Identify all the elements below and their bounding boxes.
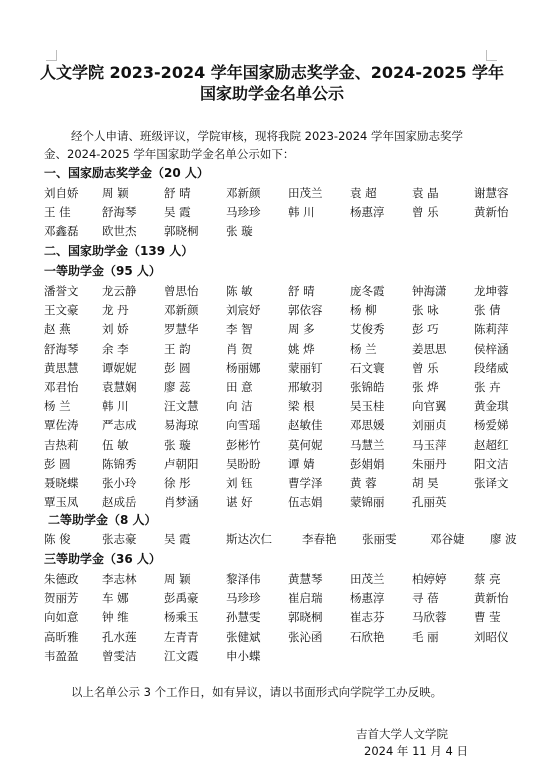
- student-name: 王 韵: [164, 341, 191, 356]
- student-name: 余 李: [102, 341, 129, 356]
- student-name: 覃佐涛: [44, 418, 79, 433]
- student-name: 吉热莉: [44, 437, 79, 452]
- margin-corner-mark: [46, 50, 57, 61]
- student-name: 杨丽娜: [226, 360, 261, 375]
- student-name: 庞冬霞: [350, 284, 385, 298]
- issuing-organization: 吉首大学人文学院: [356, 727, 448, 741]
- student-name: 王文豪: [44, 303, 79, 318]
- name-row: [44, 359, 509, 377]
- section-label: 一等助学金: [44, 264, 105, 278]
- name-row: [44, 416, 509, 434]
- name-row: [44, 301, 504, 319]
- name-row: [44, 282, 509, 300]
- student-name: 杨 柳: [350, 303, 377, 318]
- student-name: 王 佳: [44, 205, 71, 220]
- student-name: 钟 维: [102, 610, 129, 625]
- student-name: 彭彬竹: [226, 437, 261, 452]
- student-name: 张 咏: [412, 303, 439, 318]
- student-name: 曹学泽: [288, 476, 323, 490]
- student-name: 谌 好: [226, 495, 253, 510]
- name-row: [44, 628, 509, 646]
- student-name: 龙 丹: [102, 303, 129, 318]
- student-name: 谭 婧: [288, 456, 315, 471]
- name-row: [44, 222, 504, 240]
- name-row: [44, 608, 504, 626]
- student-name: 陈莉萍: [474, 322, 509, 337]
- student-name: 袁 晶: [412, 186, 439, 200]
- student-name: 刘 娇: [102, 322, 129, 337]
- student-name: 莫何妮: [288, 437, 323, 452]
- student-name: 罗慧华: [164, 322, 199, 337]
- student-name: 杨乘玉: [164, 610, 199, 625]
- student-name: 寻 蓓: [412, 591, 439, 606]
- student-name: 黄新怡: [474, 591, 509, 606]
- student-name: 黄新怡: [474, 205, 509, 220]
- student-name: 韦盈盈: [44, 648, 79, 663]
- student-name: 张译文: [474, 476, 509, 490]
- document-title-line-1: 人文学院 2023-2024 学年国家励志奖学金、2024-2025 学年: [39, 63, 505, 82]
- student-name: 刘丽贞: [412, 418, 447, 433]
- student-name: 张 烨: [412, 380, 439, 394]
- student-name: 姚 烨: [288, 341, 315, 356]
- student-name: 姜思思: [412, 341, 447, 356]
- student-name: 钟海潇: [412, 284, 447, 298]
- student-name: 周 颖: [164, 572, 191, 586]
- name-row: [44, 474, 509, 492]
- student-name: 马玉萍: [412, 437, 447, 452]
- section-label: 一、国家励志奖学金: [44, 166, 153, 180]
- student-name: 向雪瑶: [226, 418, 261, 433]
- name-row: [44, 589, 509, 607]
- student-name: 杨惠淳: [350, 591, 385, 606]
- student-name: 李 智: [226, 322, 253, 337]
- student-name: 曾思怡: [164, 284, 199, 298]
- student-name: 梁 根: [288, 399, 315, 414]
- name-row: [44, 493, 504, 511]
- student-name: 陈锦秀: [102, 456, 137, 471]
- student-name: 周 多: [288, 322, 315, 337]
- section-heading-third-grade: [44, 550, 161, 568]
- student-name: 廖 波: [490, 532, 517, 546]
- student-name: 孙慧雯: [226, 610, 261, 625]
- student-name: 段绪威: [474, 360, 509, 375]
- student-name: 斯达次仁: [226, 532, 272, 546]
- student-name: 石文寰: [350, 360, 385, 375]
- student-name: 张 璇: [164, 437, 191, 452]
- student-name: 龙坤蓉: [474, 284, 509, 298]
- student-name: 张 卉: [474, 380, 501, 394]
- student-name: 吴玉桂: [350, 399, 385, 414]
- name-row: [44, 436, 509, 454]
- student-name: 邓鑫磊: [44, 224, 79, 239]
- student-name: 杨 兰: [44, 399, 71, 414]
- student-name: 黄金琪: [474, 399, 509, 414]
- student-name: 伍 敏: [102, 437, 129, 452]
- name-row: [44, 530, 517, 548]
- student-name: 舒 晴: [164, 186, 191, 200]
- student-name: 向官翼: [412, 399, 447, 414]
- name-row: [44, 455, 509, 473]
- student-name: 崔志芬: [350, 610, 385, 625]
- student-name: 田 意: [226, 380, 253, 394]
- name-row: [44, 320, 509, 338]
- student-name: 蒙丽钉: [288, 360, 323, 375]
- student-name: 邓新颜: [226, 186, 261, 200]
- section-heading-second-grade: [48, 511, 157, 529]
- intro-paragraph-line-1: 经个人申请、班级评议，学院审核，现将我院 2023-2024 学年国家励志奖学: [71, 129, 463, 143]
- student-name: 张 璇: [226, 224, 253, 239]
- student-name: 刘 钰: [226, 476, 253, 490]
- student-name: 龙云静: [102, 284, 137, 298]
- student-name: 朱德政: [44, 572, 79, 586]
- student-name: 向 洁: [226, 399, 253, 414]
- student-name: 左青青: [164, 629, 199, 644]
- student-name: 曹 莹: [474, 610, 501, 625]
- section-count: （95 人）: [104, 264, 161, 278]
- section-count: （20 人）: [152, 166, 209, 180]
- student-name: 易海琼: [164, 418, 199, 433]
- section-count: （36 人）: [104, 552, 161, 566]
- student-name: 曾雯洁: [102, 648, 137, 663]
- margin-corner-mark: [486, 50, 497, 61]
- name-row: [44, 378, 504, 396]
- section-heading-grant: [44, 242, 193, 260]
- student-name: 肖梦涵: [164, 495, 199, 510]
- student-name: 蔡 亮: [474, 572, 501, 586]
- student-name: 邓谷婕: [430, 532, 465, 546]
- student-name: 欧世杰: [102, 224, 137, 239]
- student-name: 黄思慧: [44, 360, 79, 375]
- student-name: 黄慧琴: [288, 572, 323, 586]
- student-name: 杨 兰: [350, 341, 377, 356]
- student-name: 柏婷婷: [412, 572, 447, 586]
- student-name: 舒海琴: [102, 205, 137, 220]
- student-name: 马珍珍: [226, 205, 261, 220]
- student-name: 车 娜: [102, 591, 129, 606]
- student-name: 李春艳: [302, 532, 337, 546]
- student-name: 彭 圆: [44, 456, 71, 471]
- student-name: 彭 圆: [164, 360, 191, 375]
- student-name: 舒 晴: [288, 284, 315, 298]
- student-name: 张沁函: [288, 629, 323, 644]
- student-name: 舒海琴: [44, 341, 79, 356]
- student-name: 江文霞: [164, 648, 199, 663]
- student-name: 阳文洁: [474, 456, 509, 471]
- student-name: 杨爱娣: [474, 418, 509, 433]
- student-name: 吴盼盼: [226, 456, 261, 471]
- student-name: 张志豪: [102, 532, 137, 546]
- student-name: 吴 霞: [164, 532, 191, 546]
- student-name: 刘自娇: [44, 186, 79, 200]
- student-name: 陈 俊: [44, 532, 71, 546]
- section-count: （139 人）: [128, 244, 194, 258]
- student-name: 邓新颜: [164, 303, 199, 318]
- section-label: 二等助学金: [48, 513, 109, 527]
- student-name: 孔丽英: [412, 495, 447, 510]
- student-name: 马欣蓉: [412, 610, 447, 625]
- student-name: 毛 丽: [412, 629, 439, 644]
- student-name: 周 颖: [102, 186, 129, 200]
- student-name: 赵超红: [474, 437, 509, 452]
- student-name: 刘宸妤: [226, 303, 261, 318]
- student-name: 郭晓桐: [288, 610, 323, 625]
- student-name: 覃玉凤: [44, 495, 79, 510]
- name-row: [44, 340, 509, 358]
- student-name: 曾 乐: [412, 205, 439, 220]
- student-name: 张健斌: [226, 629, 261, 644]
- student-name: 潘誉文: [44, 284, 79, 298]
- name-row: [44, 647, 504, 665]
- student-name: 邢敏羽: [288, 380, 323, 394]
- student-name: 肖 贺: [226, 341, 253, 356]
- student-name: 赵 燕: [44, 322, 71, 337]
- student-name: 邓君怡: [44, 380, 79, 394]
- student-name: 孔水莲: [102, 629, 137, 644]
- student-name: 贺丽芳: [44, 591, 79, 606]
- document-title-line-2: 国家助学金名单公示: [199, 84, 344, 103]
- student-name: 严志成: [102, 418, 137, 433]
- student-name: 向如意: [44, 610, 79, 625]
- student-name: 蒙锦丽: [350, 495, 385, 510]
- student-name: 袁 超: [350, 186, 377, 200]
- student-name: 曾 乐: [412, 360, 439, 375]
- student-name: 陈 敏: [226, 284, 253, 298]
- student-name: 邓思媛: [350, 418, 385, 433]
- student-name: 胡 昊: [412, 476, 439, 490]
- student-name: 黄 蓉: [350, 476, 377, 490]
- student-name: 彭 巧: [412, 322, 439, 337]
- student-name: 申小蝶: [226, 648, 261, 663]
- student-name: 张 倩: [474, 303, 501, 318]
- student-name: 石欣艳: [350, 629, 385, 644]
- name-row: [44, 203, 509, 221]
- student-name: 马珍珍: [226, 591, 261, 606]
- name-row: [44, 397, 509, 415]
- student-name: 伍志娟: [288, 495, 323, 510]
- student-name: 杨惠淳: [350, 205, 385, 220]
- student-name: 田茂兰: [350, 572, 385, 586]
- student-name: 汪文慧: [164, 399, 199, 414]
- student-name: 侯梓涵: [474, 341, 509, 356]
- student-name: 袁慧娴: [102, 380, 137, 394]
- section-heading-scholarship: [44, 164, 209, 182]
- student-name: 廖 蕊: [164, 380, 191, 394]
- name-row: [44, 184, 509, 202]
- student-name: 张丽雯: [362, 532, 397, 546]
- student-name: 彭娟娟: [350, 456, 385, 471]
- student-name: 赵敏佳: [288, 418, 323, 433]
- student-name: 张小玲: [102, 476, 137, 490]
- student-name: 韩 川: [102, 399, 129, 414]
- student-name: 李志林: [102, 572, 137, 586]
- student-name: 田茂兰: [288, 186, 323, 200]
- student-name: 刘昭仪: [474, 629, 509, 644]
- section-heading-first-grade: [44, 262, 161, 280]
- section-label: 三等助学金: [44, 552, 105, 566]
- section-count: （8 人）: [108, 513, 157, 527]
- student-name: 韩 川: [288, 205, 315, 220]
- student-name: 卢朝阳: [164, 456, 199, 471]
- student-name: 郭晓桐: [164, 224, 199, 239]
- student-name: 马慧兰: [350, 437, 385, 452]
- student-name: 朱丽丹: [412, 456, 447, 471]
- student-name: 郭依容: [288, 303, 323, 318]
- student-name: 崔启瑞: [288, 591, 323, 606]
- student-name: 吴 霞: [164, 205, 191, 220]
- student-name: 高昕雅: [44, 629, 79, 644]
- objection-note: 以上名单公示 3 个工作日，如有异议，请以书面形式向学院学工办反映。: [71, 685, 443, 699]
- student-name: 张锦皓: [350, 380, 385, 394]
- student-name: 聂晓蝶: [44, 476, 79, 490]
- student-name: 赵成岳: [102, 495, 137, 510]
- name-row: [44, 570, 504, 588]
- student-name: 艾俊秀: [350, 322, 385, 337]
- issue-date: 2024 年 11 月 4 日: [364, 744, 468, 758]
- student-name: 黎泽伟: [226, 572, 261, 586]
- student-name: 徐 彤: [164, 476, 191, 490]
- student-name: 谢慧容: [474, 186, 509, 200]
- section-label: 二、国家助学金: [44, 244, 129, 258]
- intro-paragraph-line-2: 金、2024-2025 学年国家助学金名单公示如下：: [44, 147, 295, 161]
- student-name: 彭禹豪: [164, 591, 199, 606]
- student-name: 谭妮妮: [102, 360, 137, 375]
